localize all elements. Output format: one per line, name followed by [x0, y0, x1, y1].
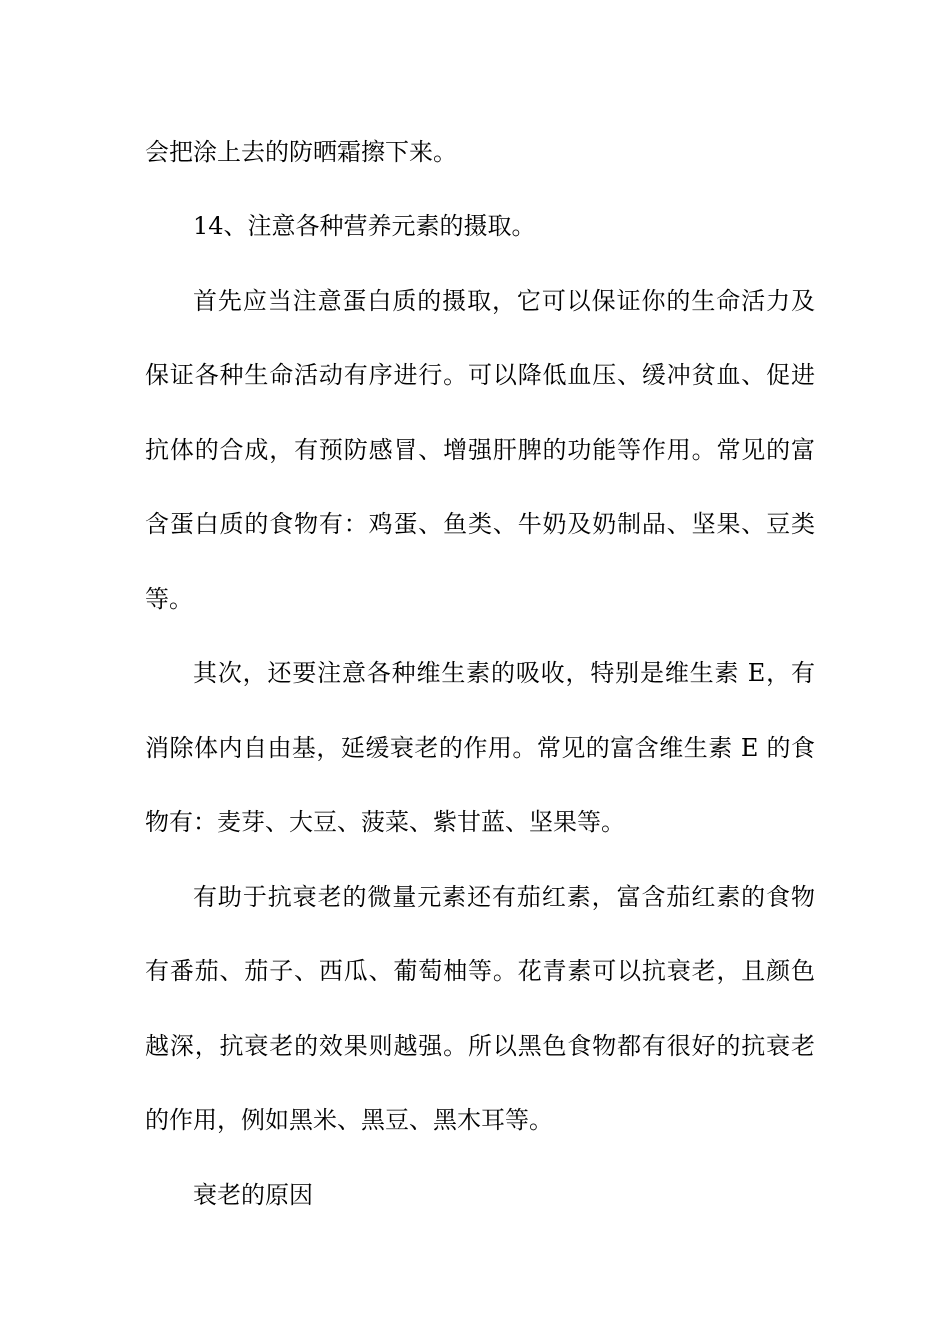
- text-line: 物有：麦芽、大豆、菠菜、紫甘蓝、坚果等。: [145, 808, 625, 836]
- text-line: 有番茄、茄子、西瓜、葡萄柚等。花青素可以抗衰老，且颜色: [145, 957, 815, 985]
- text-line: 抗体的合成，有预防感冒、增强肝脾的功能等作用。常见的富: [145, 436, 815, 464]
- text-line: 会把涂上去的防晒霜擦下来。: [145, 138, 457, 166]
- text-line: 等。: [145, 585, 193, 613]
- text-line: 有助于抗衰老的微量元素还有茄红素，富含茄红素的食物: [193, 883, 815, 911]
- text-line: 的作用，例如黑米、黑豆、黑木耳等。: [145, 1106, 553, 1134]
- text-line: 越深，抗衰老的效果则越强。所以黑色食物都有很好的抗衰老: [145, 1032, 815, 1060]
- text-line: 消除体内自由基，延缓衰老的作用。常见的富含维生素 E 的食: [145, 734, 815, 762]
- text-line: 首先应当注意蛋白质的摄取，它可以保证你的生命活力及: [193, 287, 815, 315]
- section-heading: 14、注意各种营养元素的摄取。: [193, 212, 536, 240]
- text-line: 其次，还要注意各种维生素的吸收，特别是维生素 E，有: [193, 659, 815, 687]
- section-heading: 衰老的原因: [193, 1181, 313, 1209]
- text-line: 含蛋白质的食物有：鸡蛋、鱼类、牛奶及奶制品、坚果、豆类: [145, 510, 815, 538]
- text-line: 保证各种生命活动有序进行。可以降低血压、缓冲贫血、促进: [145, 361, 815, 389]
